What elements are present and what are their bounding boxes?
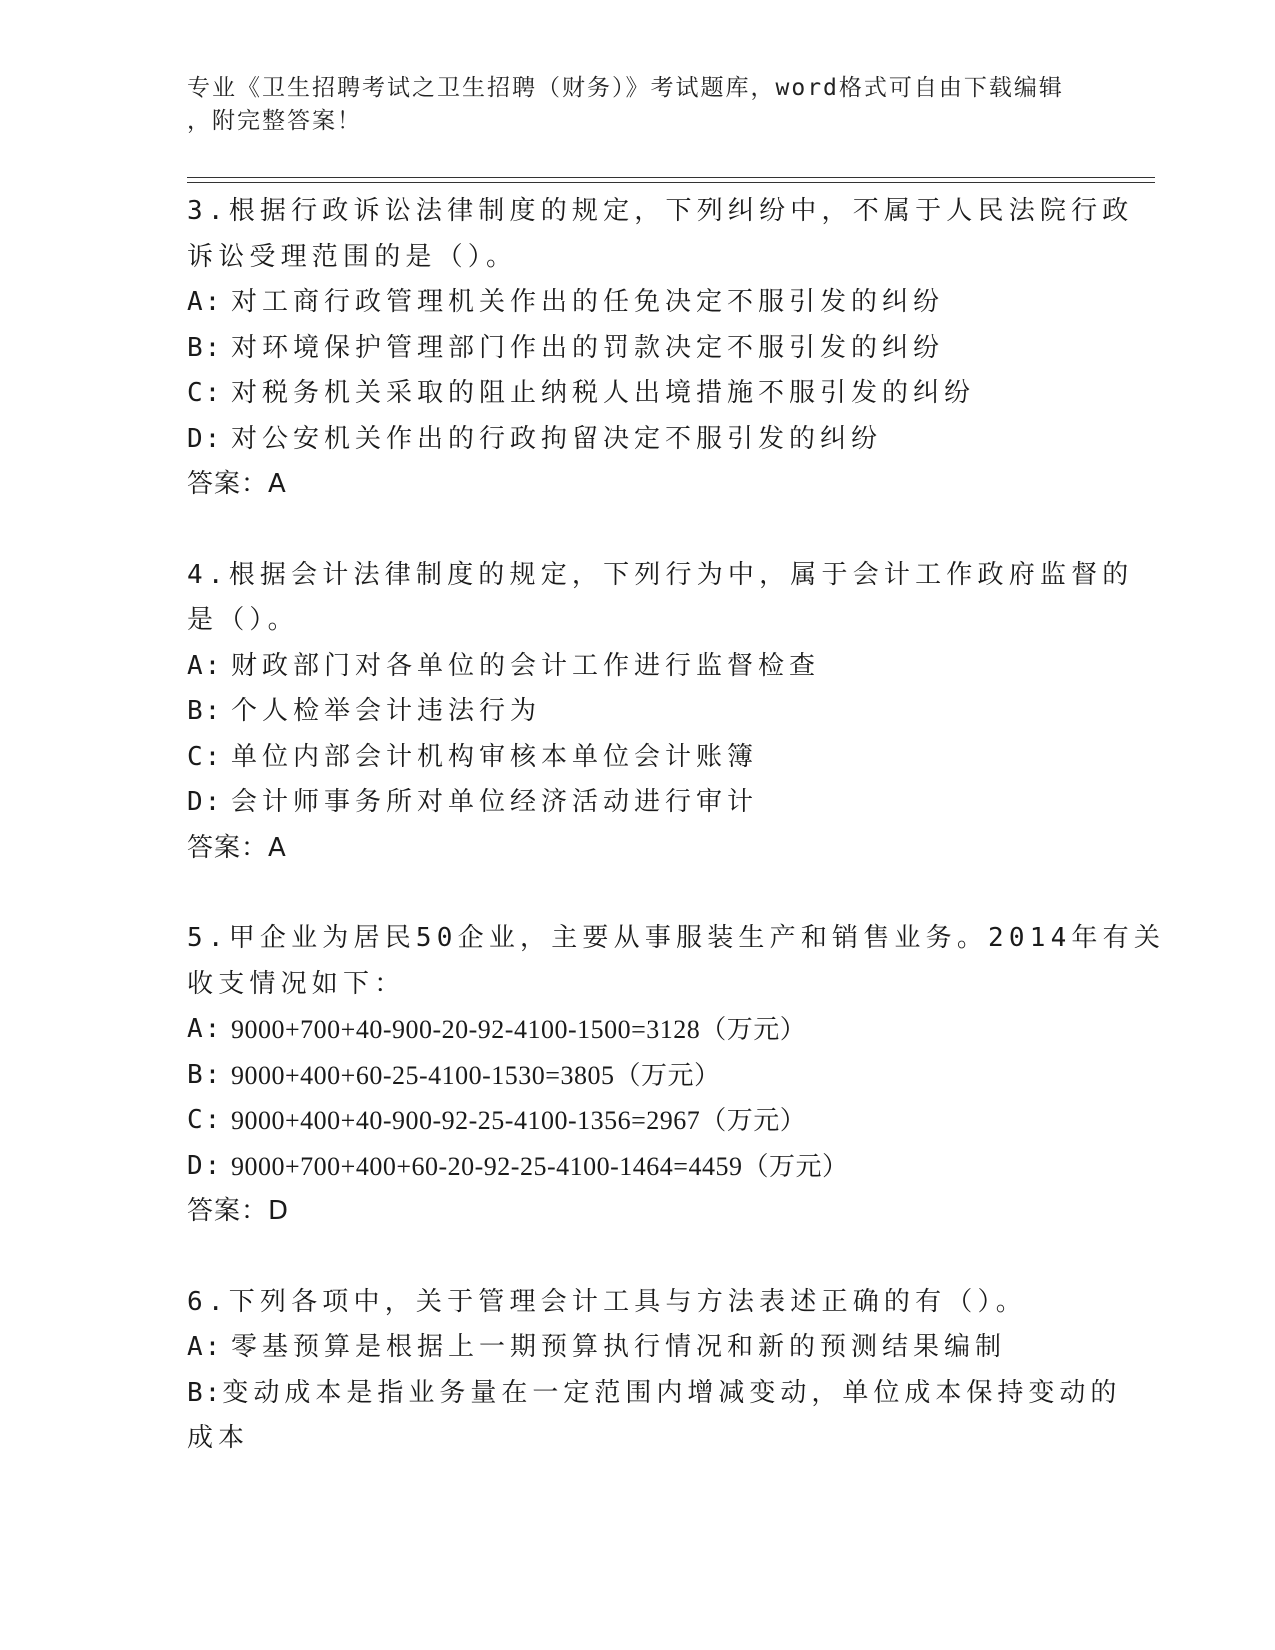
question-text-line: 是（）。 xyxy=(187,605,299,635)
question-text-line: 3.根据行政诉讼法律制度的规定，下列纠纷中，不属于人民法院行政 xyxy=(187,196,1134,226)
answer-line: 答案：A xyxy=(187,832,287,863)
option-c xyxy=(187,1098,1087,1144)
question-text-line: 5.甲企业为居民50企业，主要从事服装生产和销售业务。2014年有关 xyxy=(187,923,1166,953)
question-4 xyxy=(187,553,1134,872)
option-a xyxy=(187,1007,1087,1053)
option-text: 9000+400+40-900-92-25-4100-1356=2967（万元） xyxy=(231,1106,807,1135)
option-b-continuation: 成本 xyxy=(187,1423,250,1453)
option-text: 财政部门对各单位的会计工作进行监督检查 xyxy=(231,650,821,681)
option-label: A: xyxy=(187,1332,223,1362)
option-c xyxy=(187,735,1087,781)
question-text-line: 收支情况如下： xyxy=(187,968,406,999)
header-divider-top xyxy=(187,177,1155,178)
option-b xyxy=(187,326,1087,372)
option-text: 9000+700+40-900-20-92-4100-1500=3128（万元） xyxy=(231,1015,807,1044)
question-3 xyxy=(187,189,1134,508)
option-text: 对环境保护管理部门作出的罚款决定不服引发的纠纷 xyxy=(231,332,945,363)
option-a xyxy=(187,280,1087,326)
option-label: B: xyxy=(187,1377,223,1408)
option-d xyxy=(187,780,1087,826)
answer-line: 答案：D xyxy=(187,1196,290,1226)
question-list xyxy=(187,189,1166,1462)
question-text xyxy=(187,1280,1087,1326)
option-label: D: xyxy=(187,787,223,817)
option-label: B: xyxy=(187,696,223,726)
option-label: A: xyxy=(187,650,223,681)
option-b xyxy=(187,1371,1122,1417)
option-label: A: xyxy=(187,1014,223,1044)
option-label: D: xyxy=(187,423,223,454)
option-text: 对工商行政管理机关作出的任免决定不服引发的纠纷 xyxy=(231,287,945,317)
option-text: 9000+700+400+60-20-92-25-4100-1464=4459（万元） xyxy=(231,1151,849,1181)
header-divider-bottom xyxy=(187,182,1155,183)
option-text: 个人检举会计违法行为 xyxy=(231,696,542,726)
option-a xyxy=(187,644,1087,690)
option-text: 零基预算是根据上一期预算执行情况和新的预测结果编制 xyxy=(231,1332,1007,1362)
question-text xyxy=(187,553,1134,644)
option-label: C: xyxy=(187,741,223,772)
question-text xyxy=(187,189,1134,280)
option-text: 对税务机关采取的阻止纳税人出境措施不服引发的纠纷 xyxy=(231,378,976,408)
option-text: 对公安机关作出的行政拘留决定不服引发的纠纷 xyxy=(231,423,883,454)
question-text xyxy=(187,916,1166,1007)
document-header xyxy=(187,72,1087,138)
question-text-line: 诉讼受理范围的是（）。 xyxy=(187,241,518,272)
answer-line: 答案：A xyxy=(187,469,287,499)
option-b xyxy=(187,1053,1087,1099)
option-label: D: xyxy=(187,1150,223,1181)
header-line-2: ，附完整答案！ xyxy=(187,108,362,134)
option-b xyxy=(187,689,1087,735)
question-6 xyxy=(187,1280,1122,1462)
option-text: 变动成本是指业务量在一定范围内增减变动，单位成本保持变动的 xyxy=(222,1377,1122,1408)
option-label: C: xyxy=(187,378,223,408)
option-label: B: xyxy=(187,1059,223,1090)
option-text: 9000+400+60-25-4100-1530=3805（万元） xyxy=(231,1060,721,1090)
option-label: C: xyxy=(187,1105,223,1135)
question-5 xyxy=(187,916,1166,1235)
option-text: 单位内部会计机构审核本单位会计账簿 xyxy=(231,741,759,772)
option-text: 会计师事务所对单位经济活动进行审计 xyxy=(231,787,759,817)
option-d xyxy=(187,417,1087,463)
option-d xyxy=(187,1144,1087,1190)
option-c xyxy=(187,371,1087,417)
header-line-1: 专业《卫生招聘考试之卫生招聘（财务）》考试题库，word格式可自由下载编辑 xyxy=(187,75,1064,101)
question-text-line: 6.下列各项中，关于管理会计工具与方法表述正确的有（）。 xyxy=(187,1286,1027,1317)
option-label: A: xyxy=(187,287,223,317)
option-label: B: xyxy=(187,332,223,363)
option-a xyxy=(187,1325,1087,1371)
question-text-line: 4.根据会计法律制度的规定，下列行为中，属于会计工作政府监督的 xyxy=(187,559,1134,590)
